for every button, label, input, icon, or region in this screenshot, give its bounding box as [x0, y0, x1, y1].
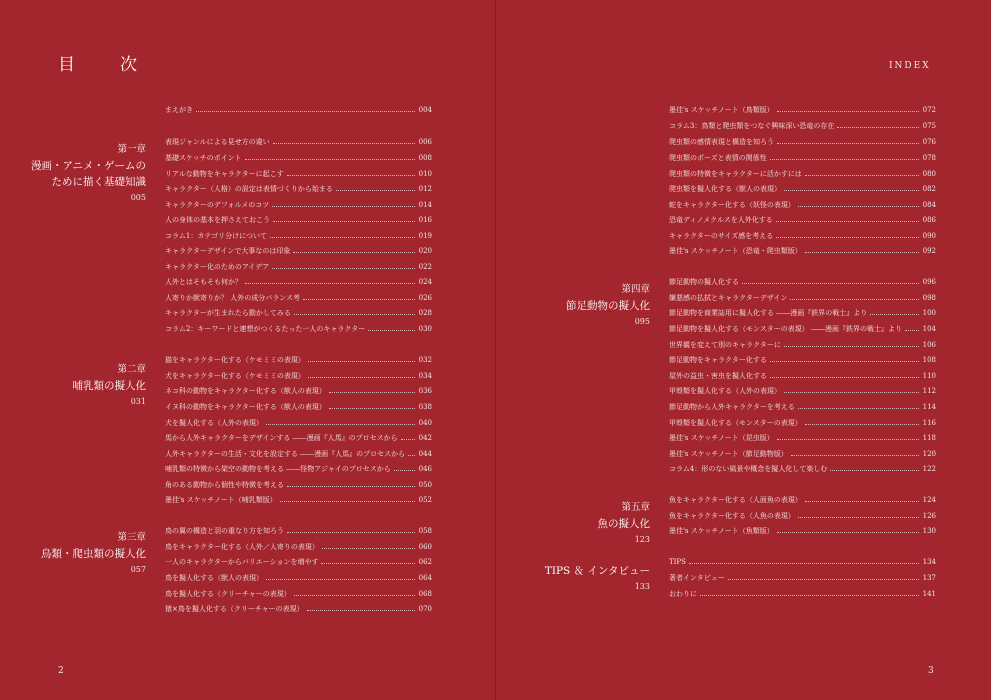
chapter-title: 魚の擬人化 [597, 518, 650, 530]
dot-leader [329, 392, 415, 393]
toc-entry[interactable] [669, 229, 936, 245]
dot-leader [770, 377, 919, 378]
dot-leader [798, 408, 919, 409]
toc-entry-page: 062 [418, 558, 432, 566]
toc-entry-title: 墨佳's スケッチノート（魚類版） [669, 527, 774, 535]
toc-entry[interactable] [669, 103, 936, 119]
toc-entry-title: 鳥をキャラクター化する（人外／人寄りの表現） [165, 543, 319, 551]
toc-entry-page: 032 [418, 356, 432, 364]
toc-entry-title: 人外とはそもそも何か？ [165, 278, 242, 286]
dot-leader [273, 143, 415, 144]
toc-entry-page: 036 [418, 387, 432, 395]
toc-entry[interactable] [165, 447, 432, 463]
dot-leader [770, 361, 919, 362]
chapter-page-number: 133 [634, 582, 650, 591]
toc-entry-page: 076 [922, 138, 936, 146]
dot-leader [905, 330, 919, 331]
toc-entry-page: 034 [418, 372, 432, 380]
toc-entry[interactable] [165, 275, 432, 291]
toc-entry[interactable] [165, 291, 432, 307]
toc-entry-page: 078 [922, 154, 936, 162]
toc-entry-title: ネコ科の動物をキャラクター化する（獣人の表現） [165, 387, 326, 395]
toc-entry[interactable] [669, 416, 936, 432]
toc-entry-page: 075 [922, 122, 936, 130]
dot-leader [777, 532, 919, 533]
toc-entry-page: 096 [922, 278, 936, 286]
toc-entry-page: 118 [922, 434, 936, 442]
dot-leader [307, 610, 415, 611]
toc-entry[interactable] [165, 369, 432, 385]
dot-leader [777, 111, 919, 112]
toc-entry-title: 節足動物から人外キャラクターを考える [669, 403, 795, 411]
chapter-page-number: 123 [634, 535, 650, 544]
dot-leader [777, 143, 919, 144]
chapter-page-number: 031 [130, 397, 146, 406]
toc-entry-page: 072 [922, 106, 936, 114]
toc-entry[interactable] [669, 571, 936, 587]
toc-entry[interactable] [165, 416, 432, 432]
toc-entry-title: キャラクターのサイズ感を考える [669, 232, 774, 240]
toc-entry-title: 犬を擬人化する（人外の表現） [165, 419, 263, 427]
dot-leader [294, 595, 415, 596]
toc-entry[interactable] [669, 151, 936, 167]
toc-entry-page: 068 [418, 590, 432, 598]
dot-leader [273, 221, 415, 222]
toc-entry-page: 030 [418, 325, 432, 333]
toc-entry[interactable] [669, 493, 936, 509]
toc-entry-title: 爬虫類の特徴をキャラクターに活かすには [669, 170, 802, 178]
dot-leader [776, 221, 919, 222]
toc-entry-page: 086 [922, 216, 936, 224]
toc-entry-page: 070 [418, 605, 432, 613]
chapter-heading [566, 282, 650, 330]
toc-entry-page: 084 [922, 201, 936, 209]
toc-entry-page: 042 [418, 434, 432, 442]
toc-entry-title: 墨佳's スケッチノート（鳥類版） [669, 106, 774, 114]
chapter-number: 第四章 [621, 284, 650, 295]
toc-entry[interactable] [669, 182, 936, 198]
toc-entry-page: 046 [418, 465, 432, 473]
page-number-right: 3 [928, 666, 934, 676]
chapter-title: 哺乳類の擬人化 [72, 380, 146, 392]
chapter-heading [41, 530, 146, 578]
dot-leader [742, 283, 919, 284]
dot-leader [308, 377, 415, 378]
spread-gutter [495, 0, 496, 700]
toc-entry-title: TIPS [669, 558, 686, 566]
toc-entry-page: 004 [418, 106, 432, 114]
toc-entry[interactable] [165, 322, 432, 338]
toc-entry[interactable] [669, 338, 936, 354]
toc-entry[interactable] [669, 167, 936, 183]
toc-entry-page: 019 [418, 232, 432, 240]
chapter-page-number: 057 [130, 565, 146, 574]
toc-entry-page: 130 [922, 527, 936, 535]
toc-entry-page: 122 [922, 465, 936, 473]
toc-entry-title: 節足動物を擬人化する（モンスターの表現） ――漫画『鉄界の戦士』より [669, 325, 903, 333]
toc-entry-title: 墨佳's スケッチノート（恐竜・爬虫類版） [669, 247, 802, 255]
toc-entry-title: キャラクター化のためのアイデア [165, 263, 270, 271]
toc-entry[interactable] [165, 213, 432, 229]
toc-entry[interactable] [165, 244, 432, 260]
toc-entry-title: コラム2：キーワードと連想がつくるたった一人のキャラクター [165, 325, 366, 333]
chapter-page-number: 095 [634, 317, 650, 326]
toc-entry-title: キャラクターのデフォルメのコツ [165, 201, 270, 209]
index-label: INDEX [889, 61, 931, 71]
chapter-title: 漫画・アニメ・ゲームの [31, 160, 146, 172]
chapter-number: 第一章 [117, 144, 146, 155]
toc-entry-title: 猿×鳥を擬人化する（クリーチャーの表現） [165, 605, 304, 613]
toc-entry-page: 092 [922, 247, 936, 255]
page-title: 目 次 [58, 55, 151, 75]
dot-leader [287, 175, 415, 176]
dot-leader [805, 501, 919, 502]
toc-entry-page: 040 [418, 419, 432, 427]
toc-entry-title: 犬をキャラクター化する（ケモミミの表現） [165, 372, 305, 380]
toc-entry-page: 044 [418, 450, 432, 458]
toc-entry-title: 鳥の翼の構造と羽の重なり方を知ろう [165, 527, 284, 535]
dot-leader [784, 346, 919, 347]
toc-entry-title: 蛇をキャラクター化する（妖怪の表現） [669, 201, 795, 209]
dot-leader [266, 424, 415, 425]
dot-leader [270, 237, 415, 238]
toc-entry-page: 060 [418, 543, 432, 551]
dot-leader [272, 206, 415, 207]
chapter-number: 第五章 [621, 502, 650, 513]
toc-entry-title: 甲殻類を擬人化する（モンスターの表現） [669, 419, 802, 427]
toc-entry-page: 014 [418, 201, 432, 209]
toc-entry-page: 010 [418, 170, 432, 178]
toc-entry-page: 110 [922, 372, 936, 380]
toc-entry-title: 爬虫類の感情表現と構造を知ろう [669, 138, 774, 146]
toc-entry[interactable] [165, 353, 432, 369]
toc-entry[interactable] [165, 431, 432, 447]
dot-leader [336, 190, 415, 191]
dot-leader [770, 159, 919, 160]
chapter-number: 第二章 [117, 364, 146, 375]
toc-entry[interactable] [165, 260, 432, 276]
dot-leader [308, 361, 415, 362]
toc-entry-title: おわりに [669, 590, 697, 598]
chapter-title: TIPS ＆ インタビュー [544, 565, 650, 577]
toc-entry-title: 哺乳類の特徴から架空の動物を考える ――怪物アジャイのプロセスから [165, 465, 391, 473]
toc-entry-page: 008 [418, 154, 432, 162]
toc-entry-page: 112 [922, 387, 936, 395]
dot-leader [805, 175, 919, 176]
toc-entry-page: 022 [418, 263, 432, 271]
dot-leader [196, 111, 415, 112]
dot-leader [293, 252, 415, 253]
toc-entry-title: 人外キャラクターの生活・文化を設定する ――漫画『人馬』のプロセスから [165, 450, 406, 458]
toc-entry-title: 表現ジャンルによる見せ方の違い [165, 138, 270, 146]
toc-entry[interactable] [669, 291, 936, 307]
dot-leader [805, 424, 919, 425]
toc-entry-title: キャラクターが生まれたら動かしてみる [165, 309, 291, 317]
toc-entry-title: イヌ科の動物をキャラクター化する（獣人の表現） [165, 403, 326, 411]
chapter-page-number: 005 [130, 193, 146, 202]
toc-entry-title: コラム1：カテゴリ分けについて [165, 232, 267, 240]
dot-leader [777, 439, 919, 440]
toc-entry[interactable] [669, 524, 936, 540]
toc-entry-title: 爬虫類を擬人化する（獣人の表現） [669, 185, 781, 193]
toc-entry-title: 猫をキャラクター化する（ケモミミの表現） [165, 356, 305, 364]
toc-entry-title: 嫌悪感の払拭とキャラクターデザイン [669, 294, 788, 302]
toc-entry-title: 著者インタビュー [669, 574, 725, 582]
toc-entry[interactable] [165, 462, 432, 478]
toc-entry[interactable] [669, 119, 936, 135]
toc-entry[interactable] [165, 524, 432, 540]
toc-entry[interactable] [669, 555, 936, 571]
dot-leader [245, 283, 415, 284]
dot-leader [280, 501, 415, 502]
toc-entry-title: 墨佳's スケッチノート（節足動物版） [669, 450, 788, 458]
toc-entry-page: 050 [418, 481, 432, 489]
dot-leader [394, 470, 415, 471]
dot-leader [329, 408, 415, 409]
toc-entry[interactable] [165, 151, 432, 167]
toc-entry-page: 124 [922, 496, 936, 504]
dot-leader [322, 548, 415, 549]
toc-entry-title: 恐竜ディノメクルスを人外化する [669, 216, 773, 224]
chapter-number: 第三章 [117, 532, 146, 543]
toc-entry-page: 080 [922, 170, 936, 178]
toc-entry-title: 基礎スケッチのポイント [165, 154, 242, 162]
dot-leader [321, 563, 415, 564]
toc-entry-title: 屋外の益虫・害虫を擬人化する [669, 372, 767, 380]
toc-entry[interactable] [165, 587, 432, 603]
chapter-heading [31, 142, 146, 206]
toc-entry[interactable] [669, 400, 936, 416]
dot-leader [401, 439, 415, 440]
toc-entry-page: 104 [922, 325, 936, 333]
toc-entry-title: 鳥を擬人化する（クリーチャーの表現） [165, 590, 291, 598]
toc-entry-title: まえがき [165, 106, 193, 114]
dot-leader [266, 579, 415, 580]
toc-entry-page: 020 [418, 247, 432, 255]
toc-entry-title: 馬から人外キャラクターをデザインする ――漫画『人馬』のプロセスから [165, 434, 398, 442]
toc-entry-page: 108 [922, 356, 936, 364]
toc-entry[interactable] [669, 384, 936, 400]
toc-entry-page: 064 [418, 574, 432, 582]
toc-entry-title: 人寄りか獣寄りか？ 人外の成分バランス考 [165, 294, 301, 302]
toc-entry-page: 038 [418, 403, 432, 411]
dot-leader [776, 237, 919, 238]
toc-entry[interactable] [165, 602, 432, 618]
toc-entry-title: 世界観を変えて別のキャラクターに [669, 341, 781, 349]
toc-entry-page: 137 [922, 574, 936, 582]
toc-entry-title: 墨佳's スケッチノート（哺乳類版） [165, 496, 277, 504]
toc-entry-title: 一人のキャラクターからバリエーションを増やす [165, 558, 319, 566]
toc-entry-title: 爬虫類のポーズと表情の関係性 [669, 154, 767, 162]
toc-entry-page: 120 [922, 450, 936, 458]
toc-entry[interactable] [669, 244, 936, 260]
dot-leader [689, 563, 919, 564]
toc-entry[interactable] [165, 103, 432, 119]
dot-leader [303, 299, 415, 300]
toc-entry-page: 116 [922, 419, 936, 427]
toc-entry-title: 鳥を擬人化する（獣人の表現） [165, 574, 263, 582]
dot-leader [837, 127, 919, 128]
chapter-title: 節足動物の擬人化 [566, 300, 650, 312]
toc-entry[interactable] [165, 493, 432, 509]
dot-leader [728, 579, 919, 580]
toc-entry-page: 114 [922, 403, 936, 411]
toc-entry[interactable] [669, 447, 936, 463]
toc-entry[interactable] [669, 353, 936, 369]
dot-leader [784, 392, 919, 393]
toc-entry[interactable] [669, 509, 936, 525]
toc-entry-title: コラム4：形のない風景や概念を擬人化して楽しむ [669, 465, 828, 473]
toc-entry-page: 028 [418, 309, 432, 317]
dot-leader [272, 268, 415, 269]
toc-entry[interactable] [669, 369, 936, 385]
toc-entry-title: 人の身体の基本を押さえておこう [165, 216, 270, 224]
toc-entry-page: 100 [922, 309, 936, 317]
toc-entry[interactable] [165, 571, 432, 587]
dot-leader [245, 159, 415, 160]
dot-leader [700, 595, 919, 596]
toc-entry-title: キャラクターデザインで大事なのは印象 [165, 247, 291, 255]
toc-entry-title: キャラクター（人格）の設定は表情づくりから始まる [165, 185, 333, 193]
toc-entry-title: 魚をキャラクター化する（人面魚の表現） [669, 496, 802, 504]
toc-entry-page: 052 [418, 496, 432, 504]
toc-entry-title: 魚をキャラクター化する（人魚の表現） [669, 512, 795, 520]
dot-leader [294, 314, 415, 315]
dot-leader [287, 486, 415, 487]
toc-entry-page: 012 [418, 185, 432, 193]
chapter-title: ために描く基礎知識 [51, 176, 146, 188]
toc-entry-page: 006 [418, 138, 432, 146]
toc-entry-page: 098 [922, 294, 936, 302]
dot-leader [830, 470, 919, 471]
toc-entry[interactable] [165, 135, 432, 151]
page-number-left: 2 [58, 666, 64, 676]
toc-entry[interactable] [669, 135, 936, 151]
toc-entry[interactable] [165, 384, 432, 400]
toc-entry-page: 016 [418, 216, 432, 224]
toc-entry[interactable] [669, 198, 936, 214]
toc-entry[interactable] [165, 198, 432, 214]
toc-entry-page: 141 [922, 590, 936, 598]
toc-entry-page: 058 [418, 527, 432, 535]
chapter-heading [545, 563, 650, 595]
dot-leader [870, 314, 919, 315]
chapter-title: 鳥類・爬虫類の擬人化 [41, 548, 146, 560]
dot-leader [791, 455, 919, 456]
chapter-heading [73, 362, 147, 410]
dot-leader [784, 190, 919, 191]
toc-entry[interactable] [669, 587, 936, 603]
toc-entry[interactable] [669, 306, 936, 322]
toc-entry[interactable] [669, 213, 936, 229]
toc-entry[interactable] [165, 540, 432, 556]
toc-entry-title: 墨佳's スケッチノート（昆虫版） [669, 434, 774, 442]
toc-entry[interactable] [165, 229, 432, 245]
toc-entry-page: 134 [922, 558, 936, 566]
toc-entry[interactable] [165, 400, 432, 416]
toc-entry-title: コラム3：鳥類と爬虫類をつなぐ興味深い恐竜の存在 [669, 122, 835, 130]
toc-entry-page: 090 [922, 232, 936, 240]
toc-entry-title: 節足動物を商業誌用に擬人化する ――漫画『鉄界の戦士』より [669, 309, 868, 317]
chapter-heading [598, 500, 651, 548]
dot-leader [798, 206, 919, 207]
toc-entry-page: 126 [922, 512, 936, 520]
toc-entry[interactable] [165, 306, 432, 322]
toc-entry[interactable] [165, 555, 432, 571]
toc-entry-title: 節足動物をキャラクター化する [669, 356, 767, 364]
toc-entry-page: 024 [418, 278, 432, 286]
toc-entry-title: 甲殻類を擬人化する（人外の表現） [669, 387, 781, 395]
toc-entry[interactable] [165, 478, 432, 494]
toc-entry[interactable] [669, 431, 936, 447]
dot-leader [368, 330, 415, 331]
toc-entry[interactable] [165, 182, 432, 198]
toc-entry-title: 節足動物の擬人化する [669, 278, 739, 286]
toc-entry-page: 082 [922, 185, 936, 193]
toc-entry-title: リアルな動物をキャラクターに起こす [165, 170, 284, 178]
toc-entry[interactable] [669, 462, 936, 478]
toc-entry-title: 角のある動物から個性や特徴を考える [165, 481, 284, 489]
dot-leader [790, 299, 919, 300]
dot-leader [805, 252, 919, 253]
toc-entry-page: 026 [418, 294, 432, 302]
dot-leader [798, 517, 919, 518]
toc-entry[interactable] [669, 275, 936, 291]
toc-entry-page: 106 [922, 341, 936, 349]
toc-entry[interactable] [669, 322, 936, 338]
toc-entry[interactable] [165, 167, 432, 183]
dot-leader [287, 532, 415, 533]
dot-leader [408, 455, 415, 456]
